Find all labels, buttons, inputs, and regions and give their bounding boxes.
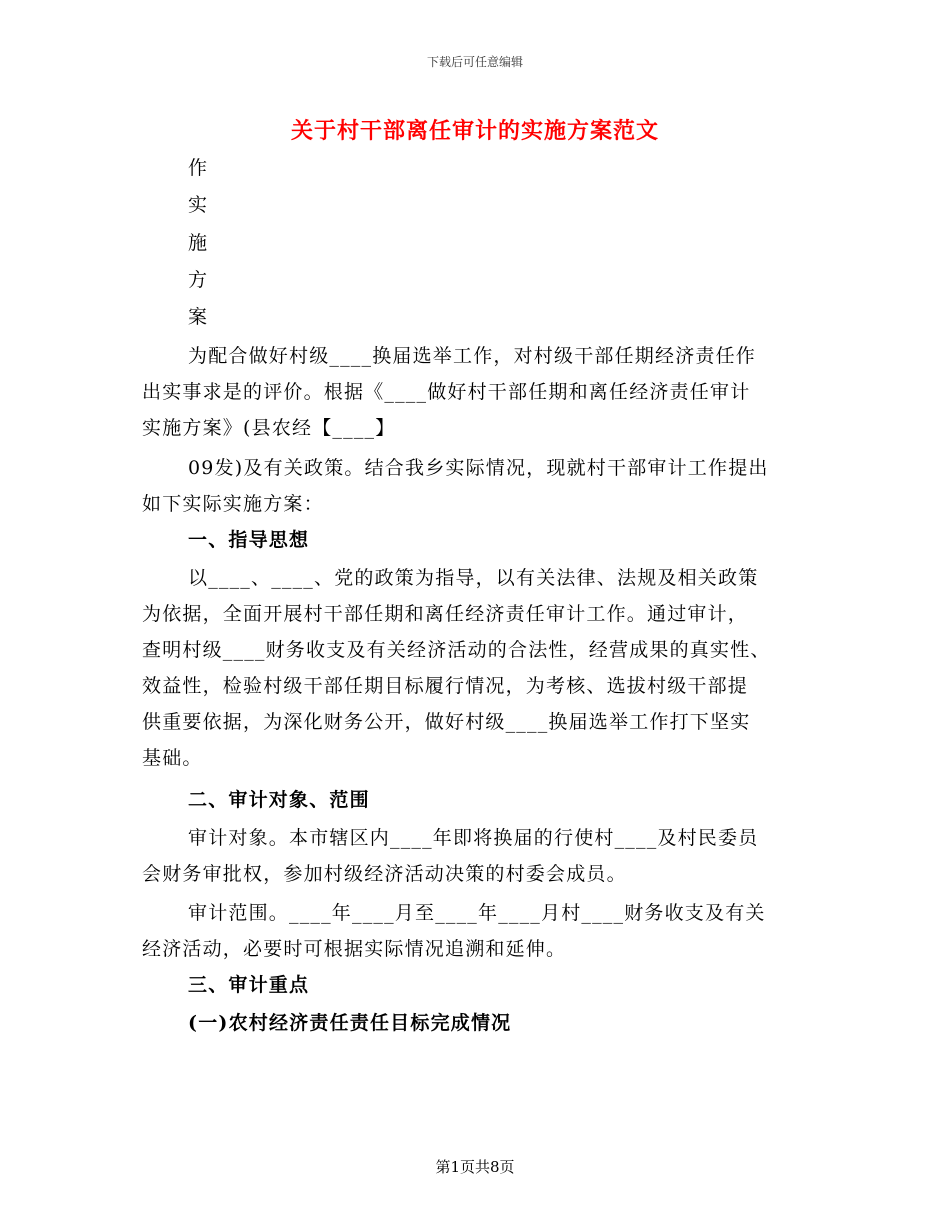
document-title: 关于村干部离任审计的实施方案范文	[290, 118, 659, 144]
paragraph-basis	[142, 450, 822, 522]
text-line: 如下实际实施方案：	[142, 493, 324, 515]
paragraph-audit-range	[142, 895, 822, 967]
text-line: 会财务审批权，参加村级经济活动决策的村委会成员。	[142, 863, 627, 885]
vertical-char: 作	[188, 157, 208, 179]
vertical-char: 实	[188, 194, 208, 216]
vertical-char: 方	[188, 269, 208, 291]
text-line: 供重要依据，为深化财务公开，做好村级____换届选举工作打下坚实	[142, 711, 751, 733]
text-line: 为依据，全面开展村干部任期和离任经济责任审计工作。通过审计，	[142, 603, 749, 625]
text-line: 审计范围。____年____月至____年____月村____财务收支及有关	[188, 902, 766, 924]
page-header: 下载后可任意编辑	[426, 55, 523, 69]
text-line: 经济活动，必要时可根据实际情况追溯和延伸。	[142, 938, 567, 960]
text-line: 审计对象。本市辖区内____年即将换届的行使村____及村民委员	[188, 827, 759, 849]
text-line: 查明村级____财务收支及有关经济活动的合法性，经营成果的真实性、	[142, 639, 771, 661]
paragraph-audit-object	[142, 820, 822, 892]
section-heading-audit-scope: 二、审计对象、范围	[188, 789, 370, 811]
text-line: 实施方案》(县农经【____】	[142, 417, 396, 439]
vertical-char: 施	[188, 232, 208, 254]
page-footer: 第1页共8页	[435, 1158, 515, 1176]
paragraph-guiding-thought	[142, 560, 822, 776]
subsection-heading: (一)农村经济责任责任目标完成情况	[188, 1012, 512, 1034]
text-line: 基础。	[142, 747, 203, 769]
text-line: 以____、____、党的政策为指导，以有关法律、法规及相关政策	[188, 567, 759, 589]
text-line: 为配合做好村级____换届选举工作，对村级干部任期经济责任作	[188, 345, 757, 367]
text-line: 出实事求是的评价。根据《____做好村干部任期和离任经济责任审计	[142, 381, 751, 403]
vertical-char: 案	[188, 306, 208, 328]
paragraph-intro	[142, 338, 822, 446]
section-heading-guiding-thought: 一、指导思想	[188, 529, 310, 551]
text-line: 09发)及有关政策。结合我乡实际情况，现就村干部审计工作提出	[188, 457, 769, 479]
text-line: 效益性，检验村级干部任期目标履行情况，为考核、选拔村级干部提	[142, 675, 749, 697]
section-heading-audit-focus: 三、审计重点	[188, 974, 310, 996]
